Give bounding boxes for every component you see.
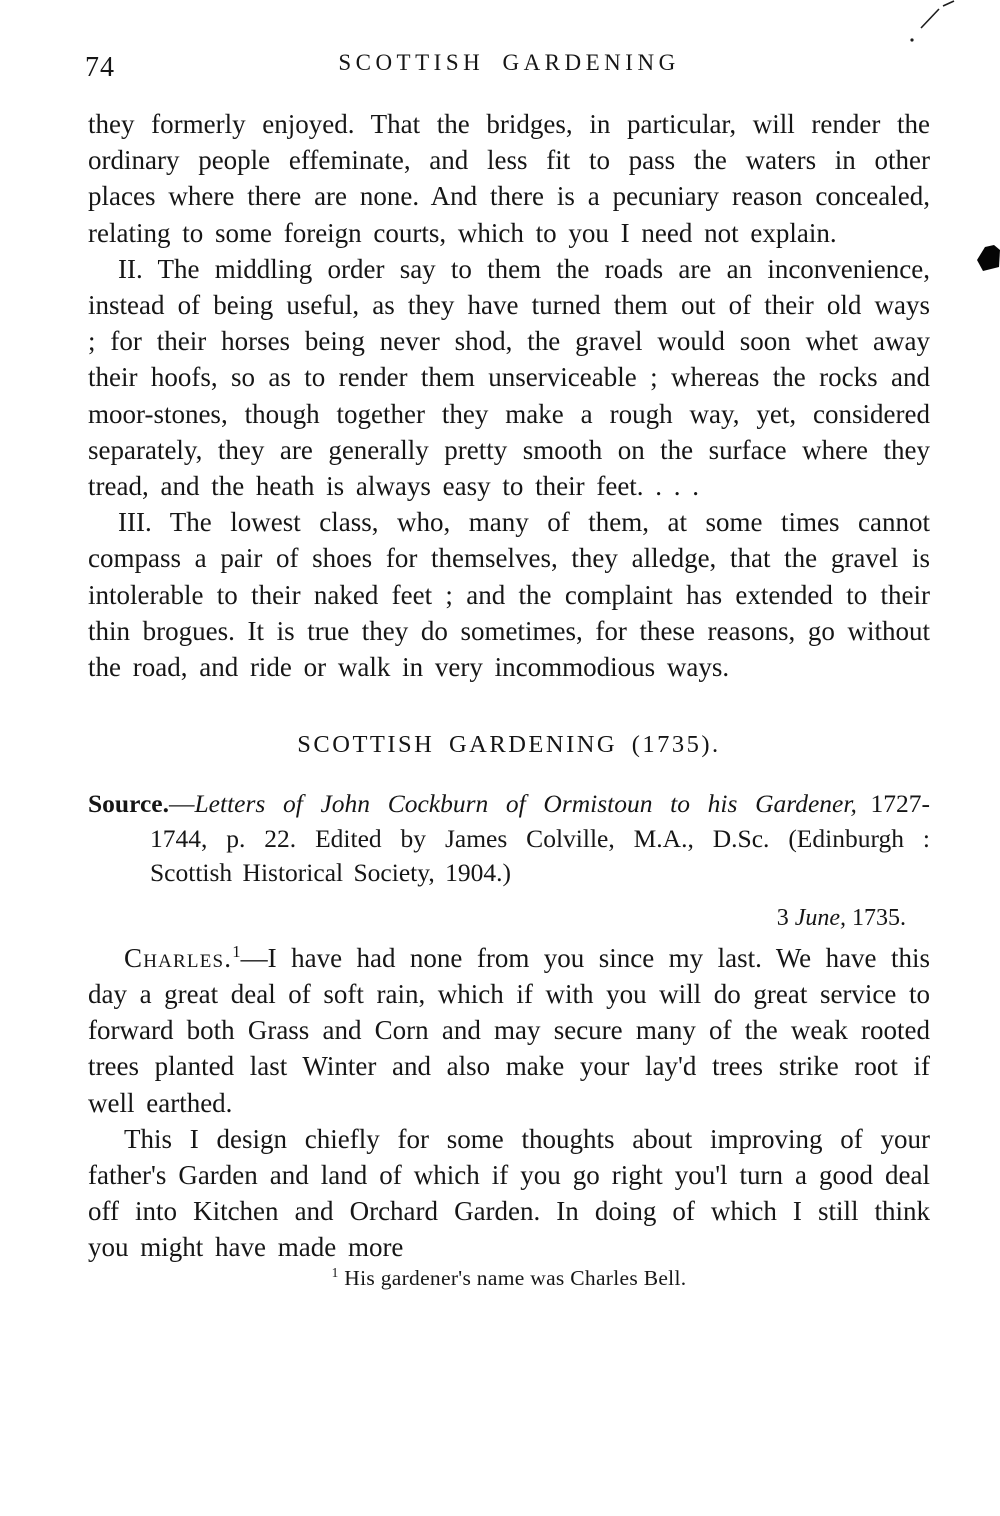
paragraph-bridges-continued: they formerly enjoyed. That the bridges, in particular, will render the ordinary people effeminate, and less fit to pass the waters in other places where there are none. And there is a pecuniary reason concealed, relating to some foreign courts, which to you I need not explain. (88, 109, 930, 248)
date-year: 1735. (846, 904, 906, 931)
source-citation (88, 787, 930, 891)
date-month: June, (794, 904, 846, 931)
running-header (85, 50, 930, 88)
source-title: Letters of John Cockburn of Ormistoun to his Gardener, (194, 789, 857, 819)
date-day: 3 (776, 904, 795, 931)
footnote-marker: 1 (331, 1264, 339, 1280)
paragraph-lowest-class: III. The lowest class, who, many of them, at some times cannot compass a pair of shoes for themselves, they alledge, that the gravel is intolerable to their naked feet ; and the complaint has extended to their thin brogues. It is true they do sometimes, for these reasons, go without the road, and ride or walk in very incommodious ways. (88, 507, 930, 683)
letter-paragraph-1 (88, 940, 930, 1121)
source-label: Source. (88, 789, 169, 819)
page-number: 74 (85, 52, 115, 83)
footnote-text: His gardener's name was Charles Bell. (344, 1265, 687, 1290)
paragraph-middling-order: II. The middling order say to them the roads are an inconvenience, instead of being useful, as they have turned them out of their old ways ; for their horses being never shod, the gravel would soon whet away their hoofs, so as to render them unserviceable ; whereas the rocks and moor-stones, though together they make a rough way, yet, considered separately, they are generally pretty smooth on the surface where they tread, and the heath is always easy to their feet. . . . (88, 253, 930, 502)
letter-dateline (88, 905, 906, 932)
source-details: 1727-1744, p. 22. Edited by James Colville, M.A., D.Sc. (Edinburgh : Scottish Historical Society, 1904.) (150, 789, 930, 888)
ink-blob-icon (977, 245, 1000, 271)
letter-paragraph-2: This I design chiefly for some thoughts about improving of your father's Garden and land of which if you go right you'l turn a good deal off into Kitchen and Orchard Garden. In doing of which I still think you might have made more (88, 1123, 930, 1263)
source-dash: — (168, 789, 195, 819)
letter-salutation: Charles. (124, 942, 233, 973)
letter-paragraph-1-text: —I have had none from you since my last. We have this day a great deal of soft rain, which if with you will do great service to forward both Grass and Corn and may secure many of the weak rooted trees planted last Winter and also make your lay'd trees strike root if well earthed. (88, 942, 930, 1118)
letter-body (88, 940, 930, 1266)
pen-scratch-icon (910, 1, 954, 42)
page-content (88, 106, 930, 1291)
running-head-title: SCOTTISH GARDENING (338, 50, 680, 75)
footnote-reference-1: 1 (232, 941, 241, 961)
section-heading: SCOTTISH GARDENING (1735). (297, 731, 721, 759)
footnote (88, 1266, 930, 1291)
